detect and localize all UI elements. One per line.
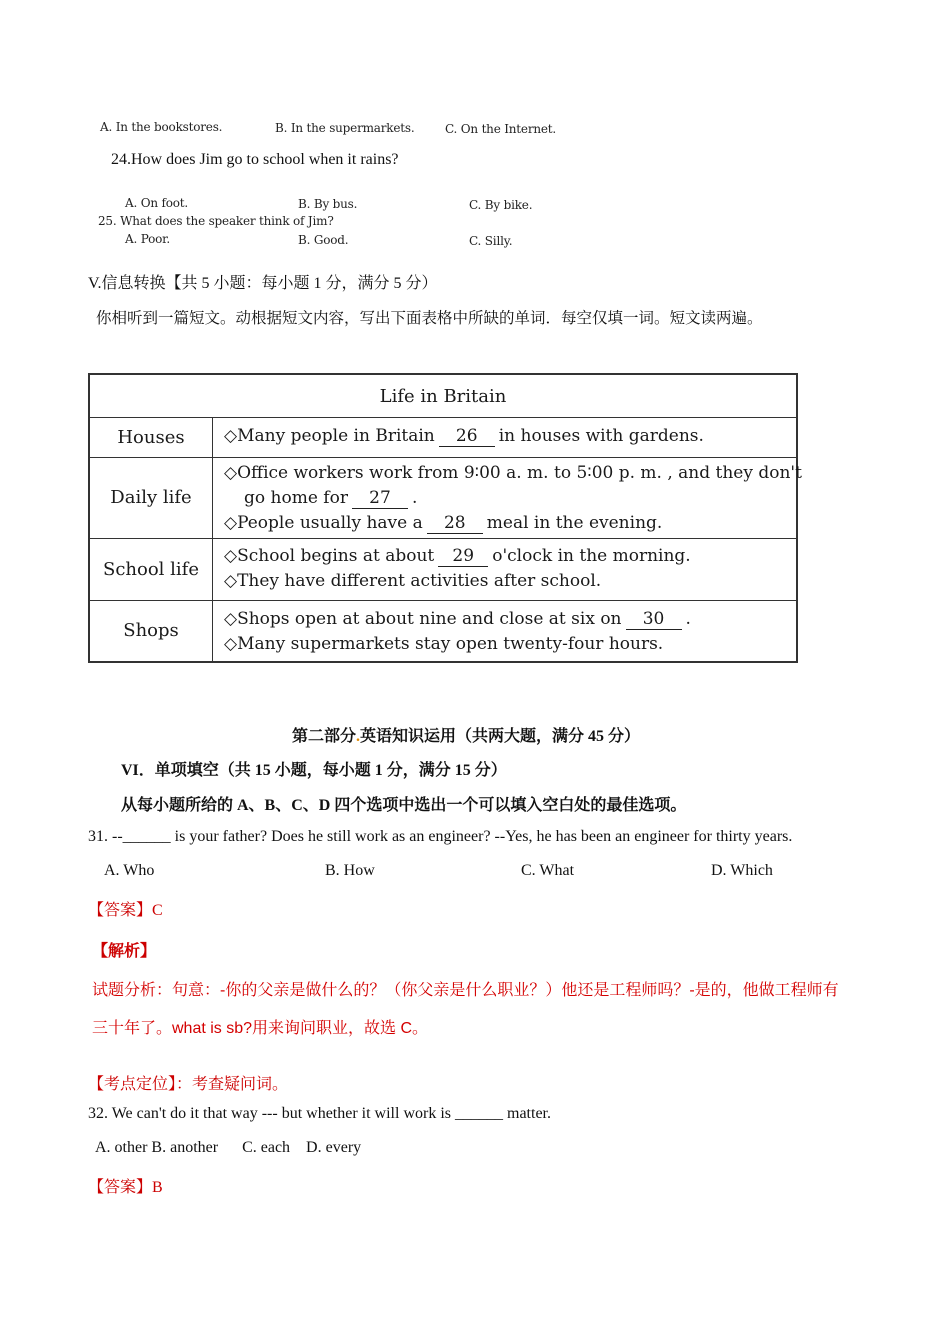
q24-option-b: B. By bus. <box>298 197 358 211</box>
q31-analysis-line2: 三十年了。what is sb?用来询问职业，故选 C。 <box>92 1020 429 1037</box>
table-line: ◇School begins at about 29 o'clock in the morning. <box>224 546 691 566</box>
q31-option-a: A. Who <box>104 862 155 879</box>
part2-subheading: VI．单项填空（共 15 小题，每小题 1 分，满分 15 分） <box>121 762 507 779</box>
table-row-school-life <box>90 538 796 601</box>
q24-option-c: C. By bike. <box>469 198 533 212</box>
row-label: Daily life <box>90 457 213 538</box>
table-line: ◇Office workers work from 9∶00 a. m. to 5∶00 p. m. , and they don't <box>224 463 802 483</box>
table-line: ◇Many supermarkets stay open twenty-four hours. <box>224 634 664 654</box>
info-table <box>88 373 802 663</box>
q25-option-a: A. Poor. <box>125 232 170 246</box>
q23-option-a: A. In the bookstores. <box>100 120 223 134</box>
blank-26[interactable]: 26 <box>439 426 495 447</box>
q31-option-d: D. Which <box>711 862 773 879</box>
table-title: Life in Britain <box>90 375 796 418</box>
q25-option-b: B. Good. <box>298 233 349 247</box>
q24-option-a: A. On foot. <box>125 196 189 210</box>
q25-option-c: C. Silly. <box>469 234 513 248</box>
q31-analysis-label: 【解析】 <box>92 943 157 960</box>
blank-30[interactable]: 30 <box>626 609 682 630</box>
table-line: ◇Shops open at about nine and close at six on 30 . <box>224 609 691 629</box>
blank-28[interactable]: 28 <box>427 513 483 534</box>
q31-answer: 【答案】C <box>88 902 163 919</box>
row-label: Houses <box>90 417 213 457</box>
row-label: School life <box>90 538 213 600</box>
blank-29[interactable]: 29 <box>438 546 488 567</box>
q31-point: 【考点定位】：考查疑问词。 <box>88 1076 289 1093</box>
q31-analysis-line1: 试题分析：句意：-你的父亲是做什么的？（你父亲是什么职业？）他还是工程师吗？-是的，他做工程师有 <box>92 982 839 999</box>
section5-heading: V.信息转换【共 5 小题：每小题 1 分，满分 5 分） <box>88 275 438 292</box>
table-line: ◇Many people in Britain 26 in houses with gardens. <box>224 426 704 446</box>
blank-27[interactable]: 27 <box>352 488 408 509</box>
q32-stem: 32. We can't do it that way --- but whether it will work is ______ matter. <box>88 1105 551 1122</box>
part2-instruction: 从每小题所给的 A、B、C、D 四个选项中选出一个可以填入空白处的最佳选项。 <box>121 797 687 814</box>
table-line: go home for 27 . <box>244 488 418 508</box>
table-row-houses <box>90 417 796 458</box>
table-line: ◇They have different activities after school. <box>224 571 602 591</box>
q23-option-c: C. On the Internet. <box>445 122 557 136</box>
q32-answer: 【答案】B <box>88 1179 163 1196</box>
q31-option-c: C. What <box>521 862 575 879</box>
table-row-shops <box>90 600 796 661</box>
q25-stem: 25. What does the speaker think of Jim? <box>98 214 334 228</box>
row-label: Shops <box>90 600 213 661</box>
part2-heading: 第二部分.英语知识运用（共两大题，满分 45 分） <box>292 728 641 745</box>
q23-option-b: B. In the supermarkets. <box>275 121 415 135</box>
q31-stem: 31. --______ is your father? Does he still work as an engineer? --Yes, he has been an engineer for thirty years. <box>88 828 793 845</box>
q24-stem: 24.How does Jim go to school when it rains? <box>111 151 399 168</box>
table-line: ◇People usually have a 28 meal in the evening. <box>224 513 663 533</box>
q31-option-b: B. How <box>325 862 375 879</box>
q32-options: A. other B. another C. each D. every <box>95 1139 362 1156</box>
section5-instruction: 你相听到一篇短文。动根据短文内容，写出下面表格中所缺的单词．每空仅填一词。短文读两遍。 <box>96 310 763 327</box>
table-row-daily-life <box>90 457 802 539</box>
